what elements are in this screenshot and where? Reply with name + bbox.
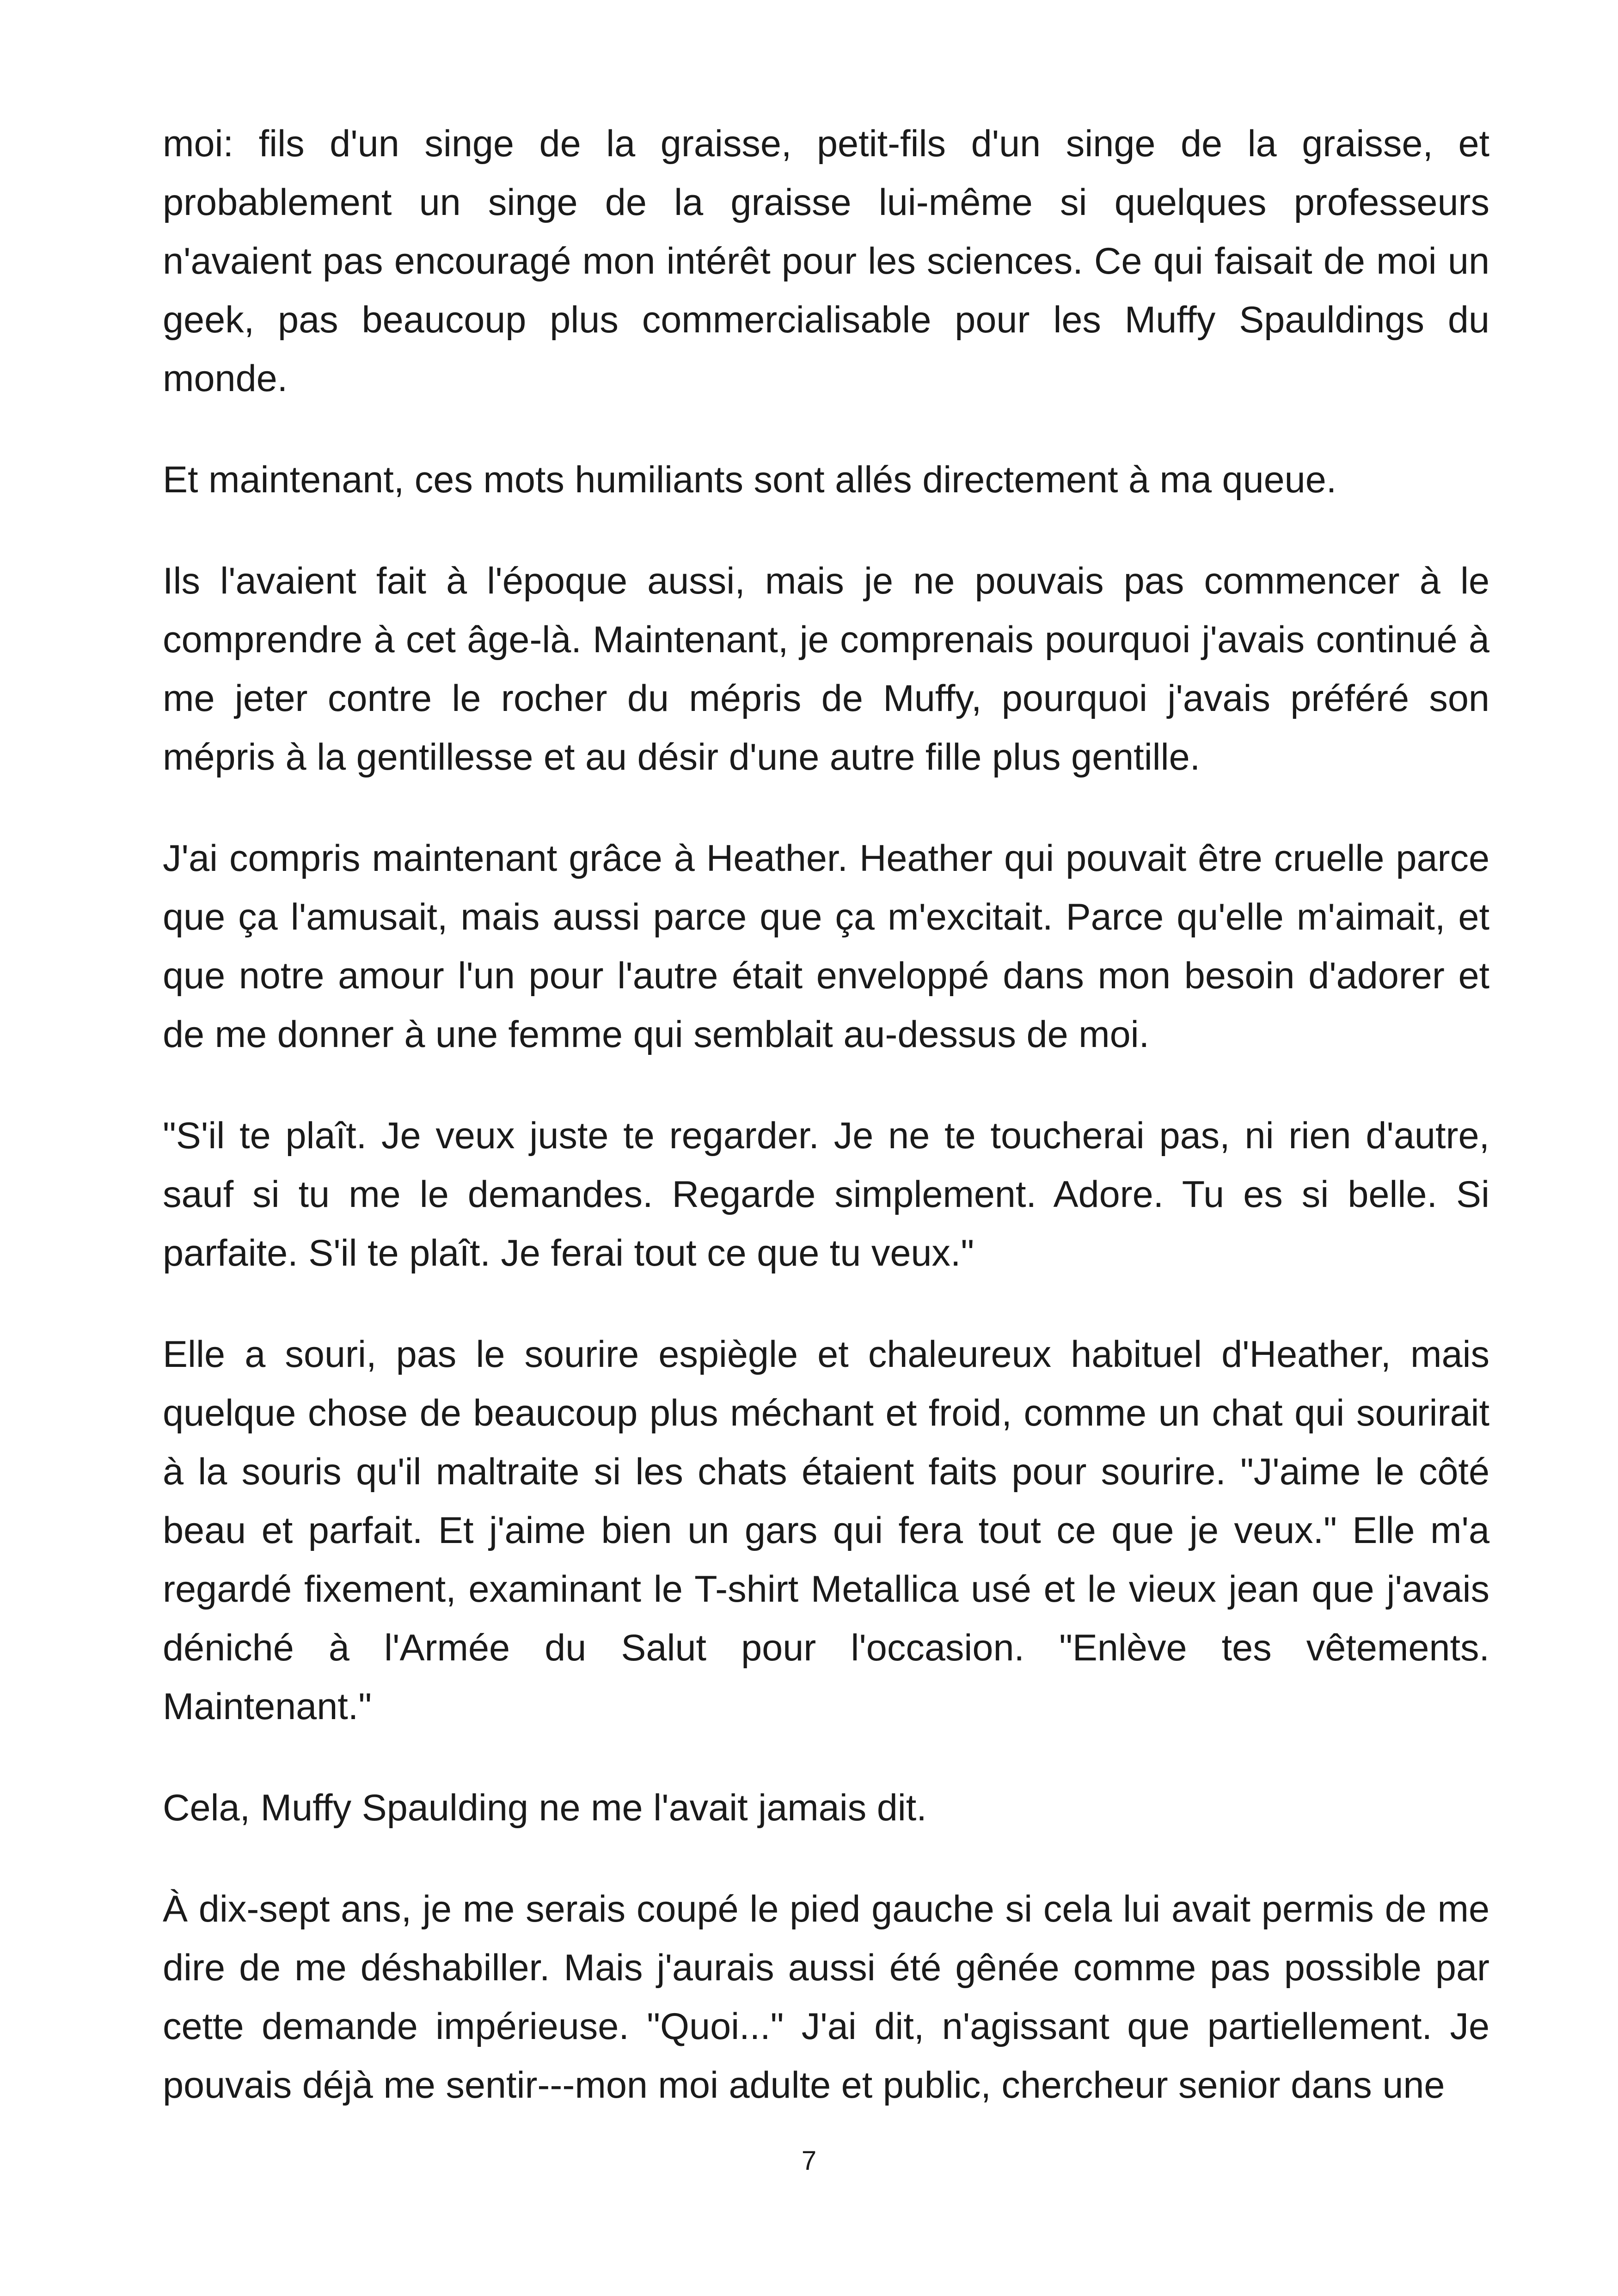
paragraph: À dix-sept ans, je me serais coupé le pied gauche si cela lui avait permis de me dire de me déshabiller. Mais j'aurais aussi été gênée comme pas possible par cette demande impérieuse. "Quoi..." J'ai dit, n'agissant que partiellement. Je pouvais déjà me sentir---mon moi adulte et public, chercheur senior dans une bbox=[163, 1888, 1489, 2106]
paragraph: Cela, Muffy Spaulding ne me l'avait jamais dit. bbox=[163, 1787, 927, 1829]
paragraph: Ils l'avaient fait à l'époque aussi, mais je ne pouvais pas commencer à le comprendre à cet âge-là. Maintenant, je comprenais pourquoi j'avais continué à me jeter contre le rocher du mépris de Muffy, pourquoi j'avais préféré son mépris à la gentillesse et au désir d'une autre fille plus gentille. bbox=[163, 560, 1489, 778]
paragraph: Et maintenant, ces mots humiliants sont allés directement à ma queue. bbox=[163, 459, 1337, 501]
paragraph: moi: fils d'un singe de la graisse, petit-fils d'un singe de la graisse, et probablement un singe de la graisse lui-même si quelques professeurs n'avaient pas encouragé mon intérêt pour les sciences. Ce qui faisait de moi un geek, pas beaucoup plus commercialisable pour les Muffy Spauldings du monde. bbox=[163, 123, 1489, 399]
paragraph: "S'il te plaît. Je veux juste te regarder. Je ne te toucherai pas, ni rien d'autre, sauf si tu me le demandes. Regarde simplement. Adore. Tu es si belle. Si parfaite. S'il te plaît. Je ferai tout ce que tu veux." bbox=[163, 1115, 1489, 1274]
body-text bbox=[163, 115, 1489, 2157]
paragraph: J'ai compris maintenant grâce à Heather. Heather qui pouvait être cruelle parce que ça l'amusait, mais aussi parce que ça m'excitait. Parce qu'elle m'aimait, et que notre amour l'un pour l'autre était enveloppé dans mon besoin d'adorer et de me donner à une femme qui semblait au-dessus de moi. bbox=[163, 838, 1489, 1055]
page-number: 7 bbox=[801, 2146, 817, 2176]
paragraph: Elle a souri, pas le sourire espiègle et chaleureux habituel d'Heather, mais quelque chose de beaucoup plus méchant et froid, comme un chat qui sourirait à la souris qu'il maltraite si les chats étaient faits pour sourire. "J'aime le côté beau et parfait. Et j'aime bien un gars qui fera tout ce que je veux." Elle m'a regardé fixement, examinant le T-shirt Metallica usé et le vieux jean que j'avais déniché à l'Armée du Salut pour l'occasion. "Enlève tes vêtements. Maintenant." bbox=[163, 1334, 1489, 1727]
